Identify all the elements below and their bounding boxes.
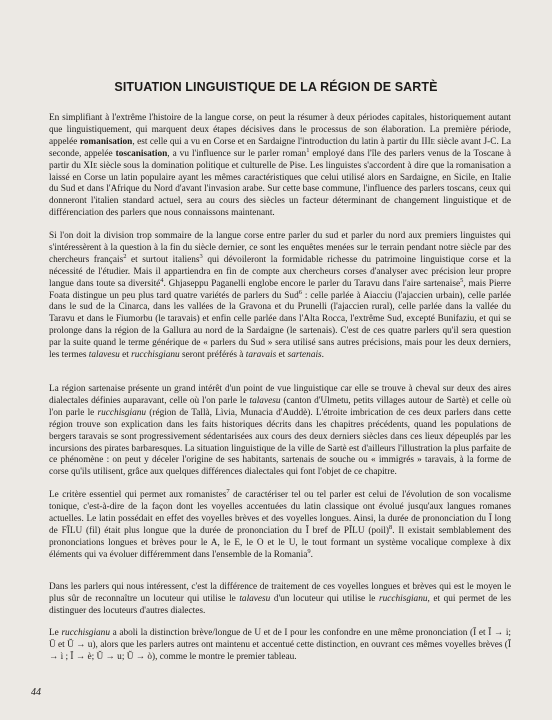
text-segment: talavesu	[249, 395, 281, 406]
text-segment: (région de Tallà, Lìvia, Munacia d'Auddè). L'étroite imbrication de ces deux parlers dans cette région trouve son explication dans les faits historiques décrits dans les chapitres précédents, quand les populations de bergers taravais se sont progressivement sédentarisées aux cours des deux derniers siècles dans ces lieux dépeuplés par les incursions des pirates barbaresques. La situation linguistique de la ville de Sartè est d'ailleurs l'illustration la plus parfaite de ce phénomène : on peut y déceler l'origine de ses habitants, sartenais de souche ou « immigrés » taravais, à la forme de corse qu'ils utilisent, grâce aux quelques différences dialectales qui font l'objet de ce chapitre.	[49, 407, 511, 478]
text-segment: En simplifiant à l'extrême l'histoire de la langue corse, on peut la résumer à deux périodes capitales, historiquement autant que linguistiquement, qui marquent deux étapes décisives dans le processus de son élaboration. La première période, appelée	[49, 113, 511, 147]
text-segment: rucchisgianu	[61, 628, 110, 638]
text-segment: employé dans l'île des parlers venus de la Toscane à partir du	[49, 148, 511, 171]
text-segment: taravais	[245, 350, 277, 361]
text-segment: siècle sous la domination politique et culturelle de Pise. Les linguistes s'accordent à dire que la romanisation a laissé en Corse un latin populaire ayant les mêmes caractéristiques que celui utilisé alors en Sardaigne, en Sicile, en Italie du Sud et dans l'Afrique du Nord d'avant l'invasion arabe. Sur cette base commune, l'influence des parlers toscans, ceux qui donneront l'italien standard actuel, sera au cours des siècles un facteur déterminant de changement linguistique et de différenciation des parlers que nous connaissons maintenant.	[49, 160, 512, 219]
text-segment: d'un locuteur qui utilise le	[270, 593, 379, 604]
paragraph-1	[49, 113, 511, 220]
text-segment: La région sartenaise présente un grand intérêt d'un point de vue linguistique car elle se trouve à cheval sur deux des aires dialectales définies auparavant, celle où l'on parle le	[49, 384, 511, 406]
text-segment: rucchisgianu	[378, 593, 428, 604]
text-segment: rucchisgianu	[131, 350, 180, 361]
page-title: SITUATION LINGUISTIQUE DE LA RÉGION DE SARTÈ	[114, 80, 438, 94]
footnote-ref: 9	[307, 547, 311, 555]
text-segment: sartenais	[287, 350, 322, 361]
text-segment: Le	[49, 628, 62, 638]
text-segment: talavesu	[239, 593, 271, 604]
text-segment: . Il existait semblablement des prononciations longues et brèves pour le A, le E, le O et le U, le tout formant un système vocalique complexe à dix éléments qui va évoluer différemment dans l'ensemble de la Romania	[49, 525, 511, 560]
text-segment: XIe	[83, 160, 98, 171]
text-segment: . Ghjaseppu Paganelli englobe encore le parler du Taravu dans l'aire sartenaise	[163, 278, 461, 289]
page-number: 44	[31, 687, 41, 698]
paragraph-6	[49, 628, 511, 664]
footnote-ref: 8	[389, 523, 393, 531]
text-segment: a aboli la distinction brève/longue de U et de I pour les confondre en une même prononciation (Ī et Ĭ → i; Ū et Ŭ → u), alors que les parlers autres ont maintenu et accentué cette distinction, en ouvrant ces mêmes voyelles brèves (Ĭ → ì ; Ĭ → è; Ŭ → u; Ŭ → ò), comme le montre le premier tableau.	[49, 628, 511, 662]
paragraph-4	[49, 487, 511, 561]
text-segment: , et qui permet de les distinguer des locuteurs d'autres dialectes.	[49, 593, 512, 616]
text-segment: de caractériser tel ou tel parler est celui de l'évolution de son vocalisme tonique, c'est-à-dire de la façon dont les voyelles accentuées du latin classique ont évolué jusqu'aux langues romanes actuelles. Le latin possédait en effet des voyelles brèves et des voyelles longues. Ainsi, la durée de prononciation du Ī long de FĪLU (fil) était plus longue que la durée de prononciation du Ĭ bref de PĬLU (poil)	[49, 490, 511, 536]
text-segment: Si l'on doit la division trop sommaire de la langue corse entre parler du sud et parler du nord aux premiers linguistes qui s'intéressèrent à la question à la fin du siècle dernier, ce sont les enquêtes menées sur le terrain pendant notre siècle par des chercheurs français	[49, 231, 511, 265]
footnote-ref: 1	[306, 146, 310, 154]
text-segment: .	[310, 549, 313, 560]
footnote-ref: 6	[298, 288, 302, 296]
text-segment: seront préférés à	[179, 350, 246, 361]
text-segment: et	[119, 350, 132, 361]
paragraph-3	[49, 384, 511, 479]
text-segment: : celle parlée à Aiacciu (l'ajaccien urbain), celle parlée dans le sud de la Cinarca, dans les vallées de la Gravona et du Prunelli (l'ajaccien rural), celle parlée dans la vallée du Taravu et dans le Fiumorbu (le taravais) et enfin celle parlée dans l'Alta Rocca, l'extrême Sud, excepté Bunifaziu, et qui se prolonge dans la région de la Gallura au nord de la Sardaigne (le sartenais). C'est de ces quatre parlers qu'il sera question par la suite quand le terme générique de « parlers du Sud » sera utilisé sans autres précisions, mais pour les deux derniers, les termes	[49, 290, 511, 361]
text-segment: toscanisation	[115, 148, 168, 159]
text-segment: Le critère essentiel qui permet aux romanistes	[49, 490, 227, 500]
text-segment: talavesu	[88, 350, 120, 361]
footnote-ref: 4	[160, 276, 164, 284]
text-segment: rucchisgianu	[97, 407, 147, 418]
text-segment: .	[321, 350, 324, 361]
text-segment: , a vu l'influence sur le parler roman	[167, 148, 307, 159]
text-segment: romanisation	[79, 136, 133, 147]
text-segment: (canton d'Ulmetu, petits villages autour de Sartè) et celle où l'on parle le	[49, 395, 511, 418]
text-segment: et surtout italiens	[126, 254, 200, 265]
paragraph-2	[49, 231, 511, 362]
text-segment: Dans les parlers qui nous intéressent, c'est la différence de traitement de ces voyelles longues et brèves qui est le moyen le plus sûr de reconnaître un locuteur qui utilise le	[49, 582, 511, 604]
footnote-ref: 7	[226, 487, 230, 495]
paragraph-5	[49, 582, 511, 618]
footnote-ref: 3	[199, 252, 203, 260]
footnote-ref: 5	[460, 276, 464, 284]
text-segment: , est celle qui a vu en Corse et en Sardaigne l'introduction du latin à partir du	[132, 136, 422, 147]
text-segment: siècle avant J-C. La seconde, appelée	[49, 136, 512, 159]
text-segment: IIIe	[421, 136, 435, 147]
text-segment: qui dévoileront la formidable richesse du patrimoine linguistique corse et la nécessité de l'étudier. Mais il appartiendra en fin de compte aux chercheurs corses d'analyser avec précision leur propre langue dans toute sa diversité	[49, 254, 511, 289]
text-segment: et	[276, 350, 288, 361]
text-segment: , mais Pierre Foata distingue un peu plus tard quatre variétés de parlers du Sud	[49, 278, 511, 301]
footnote-ref: 2	[123, 252, 127, 260]
